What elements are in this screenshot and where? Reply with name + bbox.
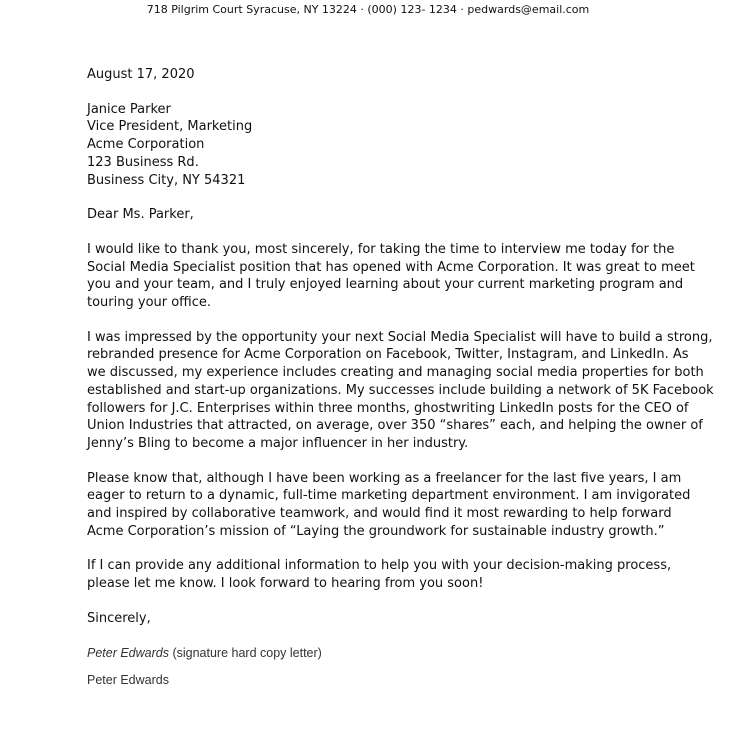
signature-line bbox=[87, 645, 647, 662]
paragraph-line: you and your team, and I truly enjoyed learning about your current marketing program and bbox=[87, 277, 684, 293]
signature-note: (signature hard copy letter) bbox=[168, 645, 322, 660]
recipient-name: Janice Parker bbox=[87, 101, 171, 117]
paragraph-line: Social Media Specialist position that has opened with Acme Corporation. It was great to meet bbox=[87, 259, 695, 275]
paragraph-2 bbox=[87, 329, 714, 453]
paragraph-line: rebranded presence for Acme Corporation on Facebook, Twitter, Instagram, and LinkedIn. As bbox=[87, 347, 689, 363]
typed-name: Peter Edwards bbox=[87, 672, 169, 687]
paragraph-line: Please know that, although I have been working as a freelancer for the last five years, I am bbox=[87, 470, 682, 486]
recipient-company: Acme Corporation bbox=[87, 137, 205, 153]
signature-name: Peter Edwards bbox=[87, 645, 169, 660]
paragraph-line: I was impressed by the opportunity your next Social Media Specialist will have to build a strong, bbox=[87, 329, 713, 345]
paragraph-line: and inspired by collaborative teamwork, and would find it most rewarding to help forward bbox=[87, 506, 672, 522]
letter-body bbox=[87, 66, 714, 689]
paragraph-line: established and start-up organizations. My successes include building a network of 5K Facebook bbox=[87, 382, 714, 398]
paragraph-line: please let me know. I look forward to hearing from you soon! bbox=[87, 576, 484, 592]
paragraph-line: Acme Corporation’s mission of “Laying the groundwork for sustainable industry growth.” bbox=[87, 523, 665, 539]
paragraph-line: If I can provide any additional information to help you with your decision-making process, bbox=[87, 558, 672, 574]
closing: Sincerely, bbox=[87, 610, 151, 626]
paragraph-1 bbox=[87, 241, 695, 312]
paragraph-line: we discussed, my experience includes creating and managing social media properties for both bbox=[87, 365, 704, 381]
paragraph-4 bbox=[87, 557, 672, 592]
paragraph-3 bbox=[87, 470, 691, 541]
paragraph-line: eager to return to a dynamic, full-time marketing department environment. I am invigorated bbox=[87, 488, 691, 504]
paragraph-line: I would like to thank you, most sincerely, for taking the time to interview me today for the bbox=[87, 241, 675, 257]
recipient-address bbox=[87, 101, 647, 190]
paragraph-line: Jenny’s Bling to become a major influencer in her industry. bbox=[87, 435, 469, 451]
recipient-city: Business City, NY 54321 bbox=[87, 172, 246, 188]
recipient-title: Vice President, Marketing bbox=[87, 119, 253, 135]
paragraph-line: touring your office. bbox=[87, 295, 212, 311]
paragraph-line: Union Industries that attracted, on average, over 350 “shares” each, and helping the owner of bbox=[87, 418, 703, 434]
salutation: Dear Ms. Parker, bbox=[87, 207, 194, 223]
paragraph-line: followers for J.C. Enterprises within three months, ghostwriting LinkedIn posts for the CEO of bbox=[87, 400, 689, 416]
sender-contact-line: 718 Pilgrim Court Syracuse, NY 13224 · (000) 123- 1234 · pedwards@email.com bbox=[146, 3, 590, 16]
recipient-street: 123 Business Rd. bbox=[87, 154, 199, 170]
letter-date: August 17, 2020 bbox=[87, 67, 195, 82]
